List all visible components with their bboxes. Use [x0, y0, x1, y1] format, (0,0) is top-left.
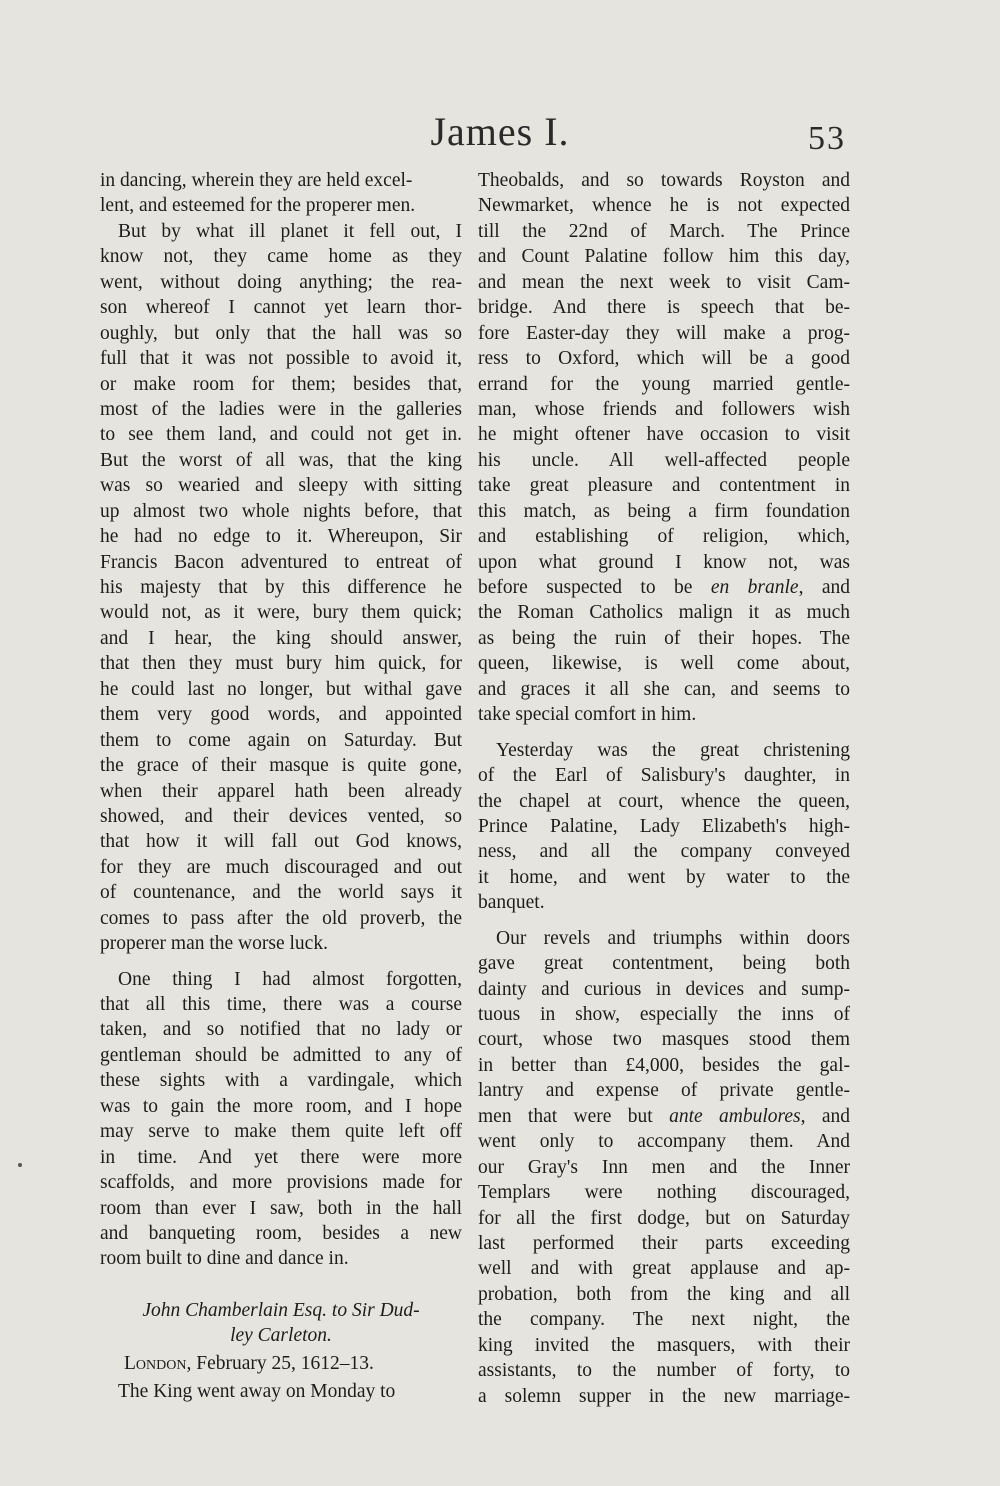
text-line: in dancing, wherein they are held excel-: [100, 170, 413, 191]
text-line: it home, and went by water to the: [478, 866, 850, 888]
text-line: upon what ground I know not, was: [478, 551, 850, 573]
right-column: [478, 168, 850, 1409]
text-line: he might oftener have occasion to visit: [478, 424, 850, 446]
text-line: Prince Palatine, Lady Elizabeth's high-: [478, 815, 850, 837]
text-line: that then they must bury him quick, for: [100, 653, 462, 675]
text-line: the Roman Catholics malign it as much: [478, 602, 850, 624]
text-line: assistants, to the number of forty, to: [478, 1360, 850, 1382]
text-line: for they are much discouraged and out: [100, 856, 462, 878]
text-line: and mean the next week to visit Cam-: [478, 271, 850, 293]
text-line: room than ever I saw, both in the hall: [100, 1197, 462, 1219]
text-line: went only to accompany them. And: [478, 1131, 850, 1153]
text-line: oughly, but only that the hall was so: [100, 322, 462, 344]
text-line: the grace of their masque is quite gone,: [100, 755, 462, 777]
text-line: probation, both from the king and all: [478, 1283, 850, 1305]
running-title: James I.: [430, 109, 570, 154]
text-line: Newmarket, whence he is not expected: [478, 195, 850, 217]
text-line: But the worst of all was, that the king: [100, 449, 462, 471]
text-line: this match, as being a firm foundation: [478, 500, 850, 522]
text-line: well and with great applause and ap-: [478, 1258, 850, 1280]
text-line: dainty and curious in devices and sump-: [478, 978, 850, 1000]
text-line: went, without doing anything; the rea-: [100, 271, 462, 293]
letter-heading: John Chamberlain Esq. to Sir Dud-: [142, 1299, 420, 1321]
text-line: up almost two whole nights before, that: [100, 500, 462, 522]
text-line: these sights with a vardingale, which: [100, 1070, 462, 1092]
text-line: of countenance, and the world says it: [100, 882, 462, 904]
text-line: in time. And yet there were more: [100, 1146, 462, 1168]
text-line: for all the first dodge, but on Saturday: [478, 1207, 850, 1229]
text-line: was to gain the more room, and I hope: [100, 1095, 462, 1117]
text-line: men that were but ante ambulores, and: [478, 1105, 850, 1127]
text-line: and I hear, the king should answer,: [100, 627, 462, 649]
text-line: his majesty that by this difference he: [100, 577, 462, 598]
text-line: showed, and their devices vented, so: [100, 805, 462, 827]
left-column: [100, 168, 462, 1404]
text-line: scaffolds, and more provisions made for: [100, 1172, 462, 1194]
text-line: banquet.: [478, 892, 545, 914]
text-line: lent, and esteemed for the properer men.: [100, 195, 416, 217]
text-line: Francis Bacon adventured to entreat of: [100, 551, 462, 573]
text-line: before suspected to be en branle, and: [478, 577, 850, 598]
text-line: know not, they came home as they: [100, 246, 462, 268]
letter-dateline: London, February 25, 1612–13.: [124, 1352, 374, 1374]
text-line: may serve to make them quite left off: [100, 1121, 462, 1143]
text-line: his uncle. All well-affected people: [478, 449, 850, 471]
text-line: when their apparel hath been already: [100, 780, 462, 802]
text-line: properer man the worse luck.: [100, 933, 328, 955]
text-line: that how it will fall out God knows,: [100, 831, 462, 853]
text-line: most of the ladies were in the galleries: [100, 398, 462, 420]
text-line: king invited the masquers, with their: [478, 1334, 850, 1356]
text-line: fore Easter-day they will make a prog-: [478, 322, 850, 344]
text-line: and establishing of religion, which,: [478, 526, 850, 548]
text-line: gentleman should be admitted to any of: [100, 1044, 462, 1066]
text-line: and banqueting room, besides a new: [100, 1222, 462, 1244]
text-line: taken, and so notified that no lady or: [100, 1019, 462, 1041]
text-line: comes to pass after the old proverb, the: [100, 907, 462, 929]
text-line: take special comfort in him.: [478, 704, 697, 726]
text-line: son whereof I cannot yet learn thor-: [100, 297, 462, 319]
text-line: the company. The next night, the: [478, 1309, 850, 1331]
text-line: them to come again on Saturday. But: [100, 729, 462, 751]
text-line: court, whose two masques stood them: [478, 1029, 850, 1051]
text-line: our Gray's Inn men and the Inner: [478, 1156, 850, 1178]
text-line: Templars were nothing discouraged,: [478, 1182, 850, 1204]
text-line: that all this time, there was a course: [100, 994, 462, 1015]
text-line: queen, likewise, is well come about,: [478, 653, 850, 675]
letter-heading-continued: ley Carleton.: [230, 1325, 332, 1347]
text-line: as being the ruin of their hopes. The: [478, 627, 850, 649]
text-line: of the Earl of Salisbury's daughter, in: [478, 765, 850, 787]
text-line: ness, and all the company conveyed: [478, 841, 850, 863]
text-line: errand for the young married gentle-: [478, 373, 850, 395]
text-line: man, whose friends and followers wish: [478, 398, 850, 420]
text-line: full that it was not possible to avoid it,: [100, 348, 462, 370]
text-line: he had no edge to it. Whereupon, Sir: [100, 526, 462, 548]
text-line: lantry and expense of private gentle-: [478, 1080, 850, 1102]
text-line: ress to Oxford, which will be a good: [478, 348, 850, 370]
text-line: the chapel at court, whence the queen,: [478, 790, 850, 812]
text-line: One thing I had almost forgotten,: [118, 968, 462, 990]
text-line: Our revels and triumphs within doors: [496, 927, 850, 949]
page-number: 53: [808, 120, 846, 157]
text-line: in better than £4,000, besides the gal-: [478, 1054, 850, 1076]
text-line: would not, as it were, bury them quick;: [100, 602, 462, 624]
text-line: or make room for them; besides that,: [100, 373, 462, 395]
text-line: The King went away on Monday to: [118, 1380, 396, 1402]
text-line: and graces it all she can, and seems to: [478, 678, 850, 700]
text-line: Theobalds, and so towards Royston and: [478, 170, 850, 191]
text-line: them very good words, and appointed: [100, 704, 462, 726]
text-line: and Count Palatine follow him this day,: [478, 246, 850, 268]
text-line: Yesterday was the great christening: [496, 739, 850, 761]
text-line: till the 22nd of March. The Prince: [478, 220, 850, 242]
text-line: was so wearied and sleepy with sitting: [100, 475, 462, 497]
text-line: gave great contentment, being both: [478, 953, 850, 975]
text-line: bridge. And there is speech that be-: [478, 297, 850, 319]
text-line: he could last no longer, but withal gave: [100, 678, 462, 700]
text-line: tuous in show, especially the inns of: [478, 1004, 850, 1025]
text-line: But by what ill planet it fell out, I: [118, 220, 462, 242]
print-speck: [18, 1163, 22, 1167]
text-line: take great pleasure and contentment in: [478, 475, 850, 497]
text-line: a solemn supper in the new marriage-: [478, 1385, 850, 1407]
text-line: last performed their parts exceeding: [478, 1232, 850, 1254]
text-line: room built to dine and dance in.: [100, 1248, 349, 1270]
text-line: to see them land, and could not get in.: [100, 424, 462, 446]
